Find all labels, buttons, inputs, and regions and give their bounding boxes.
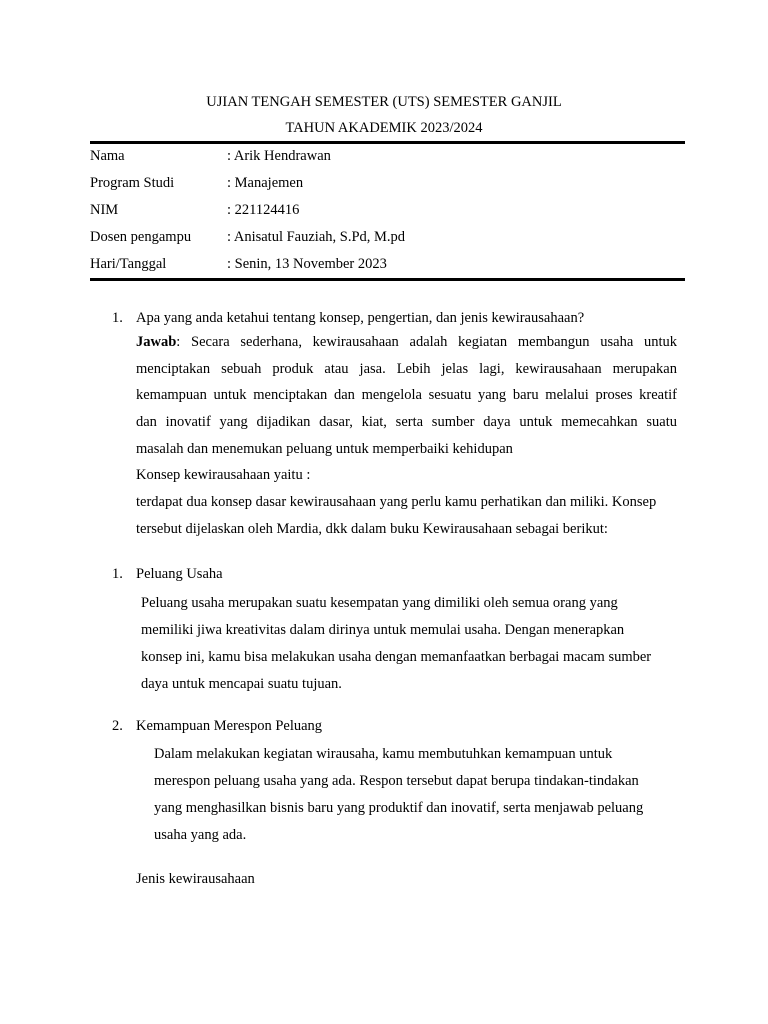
concept-title: Peluang Usaha bbox=[136, 566, 223, 582]
answer-line: kemampuan untuk menciptakan dan mengelola sesuatu yang baru melalui proses kreatif bbox=[136, 387, 677, 403]
concept-line: daya untuk mencapai suatu tujuan. bbox=[141, 676, 342, 692]
info-label: Program Studi bbox=[90, 175, 175, 191]
question-text: Apa yang anda ketahui tentang konsep, pengertian, dan jenis kewirausahaan? bbox=[136, 310, 585, 326]
academic-year-title: TAHUN AKADEMIK 2023/2024 bbox=[285, 120, 483, 136]
info-value: : Senin, 13 November 2023 bbox=[227, 256, 387, 272]
header-divider-top bbox=[90, 141, 685, 144]
info-value: : Manajemen bbox=[227, 175, 304, 191]
info-value: : Anisatul Fauziah, S.Pd, M.pd bbox=[227, 229, 406, 245]
info-label: Hari/Tanggal bbox=[90, 256, 167, 272]
concept-number: 1. bbox=[112, 566, 123, 582]
info-label: NIM bbox=[90, 202, 119, 218]
concept-line: memiliki jiwa kreativitas dalam dirinya untuk memulai usaha. Dengan menerapkan bbox=[141, 622, 625, 638]
exam-title: UJIAN TENGAH SEMESTER (UTS) SEMESTER GANJIL bbox=[206, 94, 562, 110]
answer-label: Jawab bbox=[136, 334, 177, 350]
jenis-heading: Jenis kewirausahaan bbox=[136, 871, 255, 887]
concept-line: Peluang usaha merupakan suatu kesempatan yang dimiliki oleh semua orang yang bbox=[141, 595, 618, 611]
concept-line: konsep ini, kamu bisa melakukan usaha dengan memanfaatkan berbagai macam sumber bbox=[141, 649, 652, 665]
concept-line: yang menghasilkan bisnis baru yang produktif dan inovatif, serta menjawab peluang bbox=[154, 800, 644, 816]
konsep-heading: Konsep kewirausahaan yaitu : bbox=[136, 467, 311, 483]
answer-line: Jawab: Secara sederhana, kewirausahaan adalah kegiatan membangun usaha untuk bbox=[136, 334, 677, 350]
info-value: : Arik Hendrawan bbox=[227, 148, 331, 164]
concept-line: merespon peluang usaha yang ada. Respon tersebut dapat berupa tindakan-tindakan bbox=[154, 773, 639, 789]
header-divider-bottom bbox=[90, 278, 685, 281]
concept-number: 2. bbox=[112, 718, 123, 734]
concept-title: Kemampuan Merespon Peluang bbox=[136, 718, 323, 734]
question-number: 1. bbox=[112, 310, 123, 326]
concept-line: Dalam melakukan kegiatan wirausaha, kamu membutuhkan kemampuan untuk bbox=[154, 746, 613, 762]
konsep-line: tersebut dijelaskan oleh Mardia, dkk dalam buku Kewirausahaan sebagai berikut: bbox=[136, 521, 608, 537]
konsep-line: terdapat dua konsep dasar kewirausahaan yang perlu kamu perhatikan dan miliki. Konsep bbox=[136, 494, 657, 510]
info-label: Nama bbox=[90, 148, 125, 164]
answer-line: menciptakan sebuah produk atau jasa. Lebih jelas lagi, kewirausahaan merupakan bbox=[136, 361, 677, 377]
info-value: : 221124416 bbox=[227, 202, 300, 218]
answer-line: masalah dan menemukan peluang untuk memperbaiki kehidupan bbox=[136, 441, 513, 457]
info-label: Dosen pengampu bbox=[90, 229, 192, 245]
concept-line: usaha yang ada. bbox=[154, 827, 247, 843]
answer-line: dan inovatif yang dijadikan dasar, kiat, serta sumber daya untuk memecahkan suatu bbox=[136, 414, 677, 430]
